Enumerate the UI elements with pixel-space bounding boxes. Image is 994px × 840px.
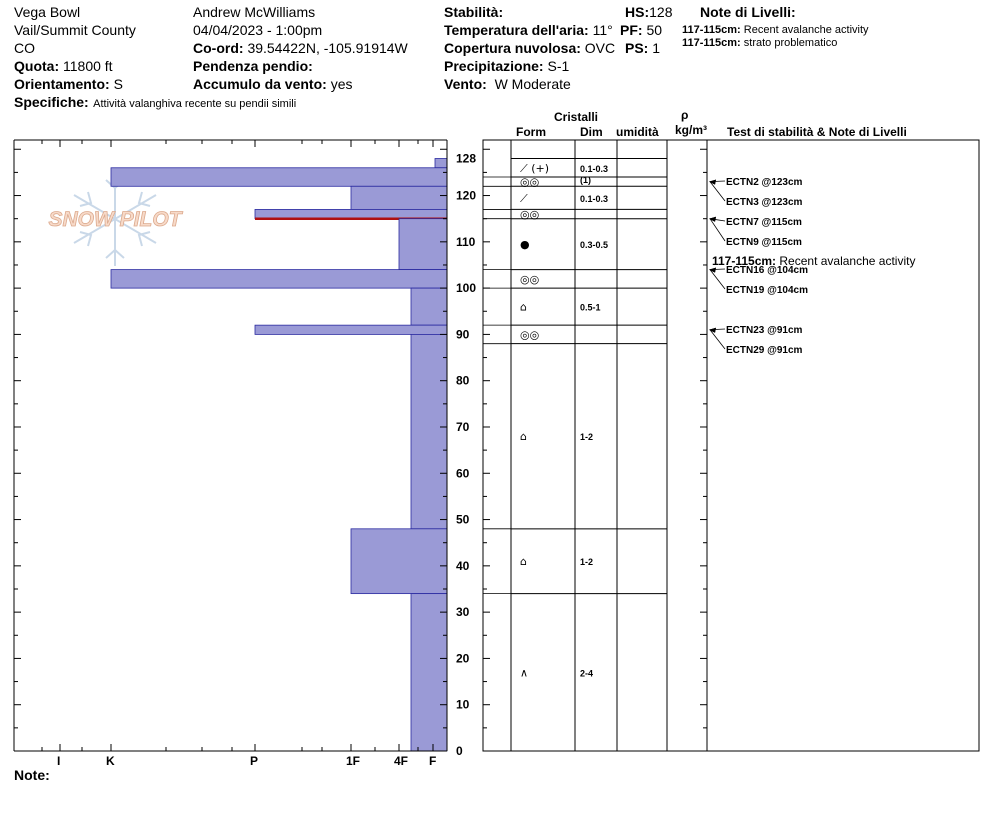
test-result-label: ECTN2 @123cm [726,177,803,188]
state: CO [14,40,35,56]
hs-value: 128 [649,4,673,20]
elevation-value: 11800 ft [63,58,113,74]
test-arrow-icon [709,180,716,185]
test-result-label: ECTN19 @104cm [726,285,809,296]
depth-label: 90 [456,327,470,342]
layer-note-range: 117-115cm: [682,24,741,36]
hs-label: HS: [625,4,650,20]
slope-label: Pendenza pendio: [193,58,313,74]
wind-loading-label: Accumulo da vento: [193,76,327,92]
footer-note-label: Note: [14,767,50,783]
region: Vail/Summit County [14,22,136,38]
hardness-layer-bar [351,186,447,209]
depth-axis-labels [456,152,476,758]
depth-label: 60 [456,466,470,481]
precip-value: S-1 [547,58,570,74]
depth-label: 120 [456,188,477,203]
hardness-layer-bar [435,159,447,168]
density-unit-header: kg/m³ [675,123,708,137]
depth-label: 0 [456,744,463,758]
specifics-value: Attività valanghiva recente su pendii simili [93,98,297,110]
crystals-header: Cristalli [554,110,599,124]
crystal-size: 0.1-0.3 [580,163,609,174]
hardness-layer-bar [111,168,447,187]
location-name: Vega Bowl [14,4,81,20]
hardness-layer-bar [255,209,447,218]
hardness-label-p: P [250,754,259,768]
hardness-layer-bar [411,288,447,325]
hardness-layer-bar [351,529,447,594]
test-arrow-icon [709,217,716,222]
aspect-value: S [113,76,123,92]
precip-label: Precipitazione: [444,58,544,74]
test-arrow-icon [709,268,716,273]
hardness-label-1f: 1F [346,754,361,768]
form-header: Form [516,125,546,139]
coords-label: Co-ord: [193,40,244,56]
test-result-label: ECTN3 @123cm [726,197,803,208]
pf-value: 50 [646,22,663,38]
rho-header: ρ [681,108,689,122]
crystal-form-symbol: ∧ [520,666,529,680]
hardness-bars [111,159,447,751]
hardness-label-4f: 4F [394,754,409,768]
test-pointer-line [710,182,725,201]
test-result-label: ECTN7 @115cm [726,217,802,228]
crystal-size: 0.1-0.3 [580,193,609,204]
logo-text: SNOW PILOT [48,208,182,231]
crystal-size: 1-2 [580,557,594,568]
sky-cover-label: Copertura nuvolosa: [444,40,581,56]
crystal-form-symbol: ⌂ [520,300,527,314]
hardness-layer-bar [411,334,447,528]
layer-note-range: 117-115cm: [682,37,741,49]
test-result-label: ECTN29 @91cm [726,345,803,356]
observer: Andrew McWilliams [193,4,316,20]
depth-label: 128 [456,151,477,166]
depth-label: 80 [456,373,470,388]
test-result-label: ECTN9 @115cm [726,237,802,248]
depth-label: 20 [456,651,470,666]
depth-label: 50 [456,512,470,527]
layer-note-in-table: 117-115cm: Recent avalanche activity [712,254,916,268]
aspect-label: Orientamento: [14,76,110,92]
hardness-layer-bar [399,219,447,270]
crystal-table-frame [483,140,979,751]
hardness-layer-bar [111,270,447,289]
crystal-form-symbol: ⌂ [520,555,527,569]
crystal-form-symbol: ◎◎ [520,208,540,222]
specifics-label: Specifiche: [14,94,89,110]
depth-label: 30 [456,605,470,620]
test-pointer-line [710,330,725,349]
tests-header: Test di stabilità & Note di Livelli [727,125,907,139]
test-arrow-icon [709,328,716,333]
test-results [709,177,915,356]
size-header: Dim [580,125,603,139]
stability-label: Stabilità: [444,4,504,20]
wind-label: Vento: [444,76,487,92]
ps-value: 1 [652,40,661,56]
coords-value: 39.54422N, -105.91914W [247,40,408,56]
air-temp-label: Temperatura dell'aria: [444,22,589,38]
test-result-label: ECTN23 @91cm [726,325,803,336]
depth-label: 40 [456,558,470,573]
layer-note-text: strato problematico [743,37,838,49]
crystal-form-symbol: ⟋ (+) [520,161,549,175]
crystal-size-extra: (1) [580,174,591,185]
crystal-form-symbol: ◎◎ [520,175,540,189]
hardness-frame [14,140,447,751]
crystal-size: 2-4 [580,668,594,679]
elevation-label: Quota: [14,58,60,74]
moisture-header: umidità [616,125,659,139]
crystal-form-symbol: ◎◎ [520,328,540,342]
depth-label: 100 [456,281,477,296]
hardness-layer-bar [255,325,447,334]
air-temp-value: 11° [592,22,613,38]
layer-note-text: Recent avalanche activity [743,24,869,36]
pf-label: PF: [620,22,643,38]
hardness-ticks [42,140,433,751]
depth-label: 70 [456,419,470,434]
crystal-form-symbol: ◎◎ [520,272,540,286]
crystal-form-symbol: ● [520,238,530,252]
hardness-label-k: K [106,754,115,768]
test-result-label: ECTN16 @104cm [726,265,809,276]
hardness-label-i: I [57,754,61,768]
hardness-layer-bar [411,594,447,751]
wind-value: W Moderate [494,76,571,92]
layer-notes-label: Note di Livelli: [700,4,796,20]
sky-cover-value: OVC [584,40,616,56]
crystal-size: 0.5-1 [580,302,601,313]
depth-label: 10 [456,697,470,712]
test-pointer-line [710,219,725,241]
crystal-form-symbol: ⌂ [520,430,527,444]
wind-loading-value: yes [330,76,353,92]
crystal-size: 1-2 [580,432,594,443]
datetime: 04/04/2023 - 1:00pm [193,22,323,38]
crystal-size: 0.3-0.5 [580,240,609,251]
ps-label: PS: [625,40,649,56]
crystal-form-symbol: ⟋ [520,191,528,205]
hardness-label-f: F [429,754,437,768]
test-pointer-line [710,270,725,289]
depth-label: 110 [456,234,476,249]
